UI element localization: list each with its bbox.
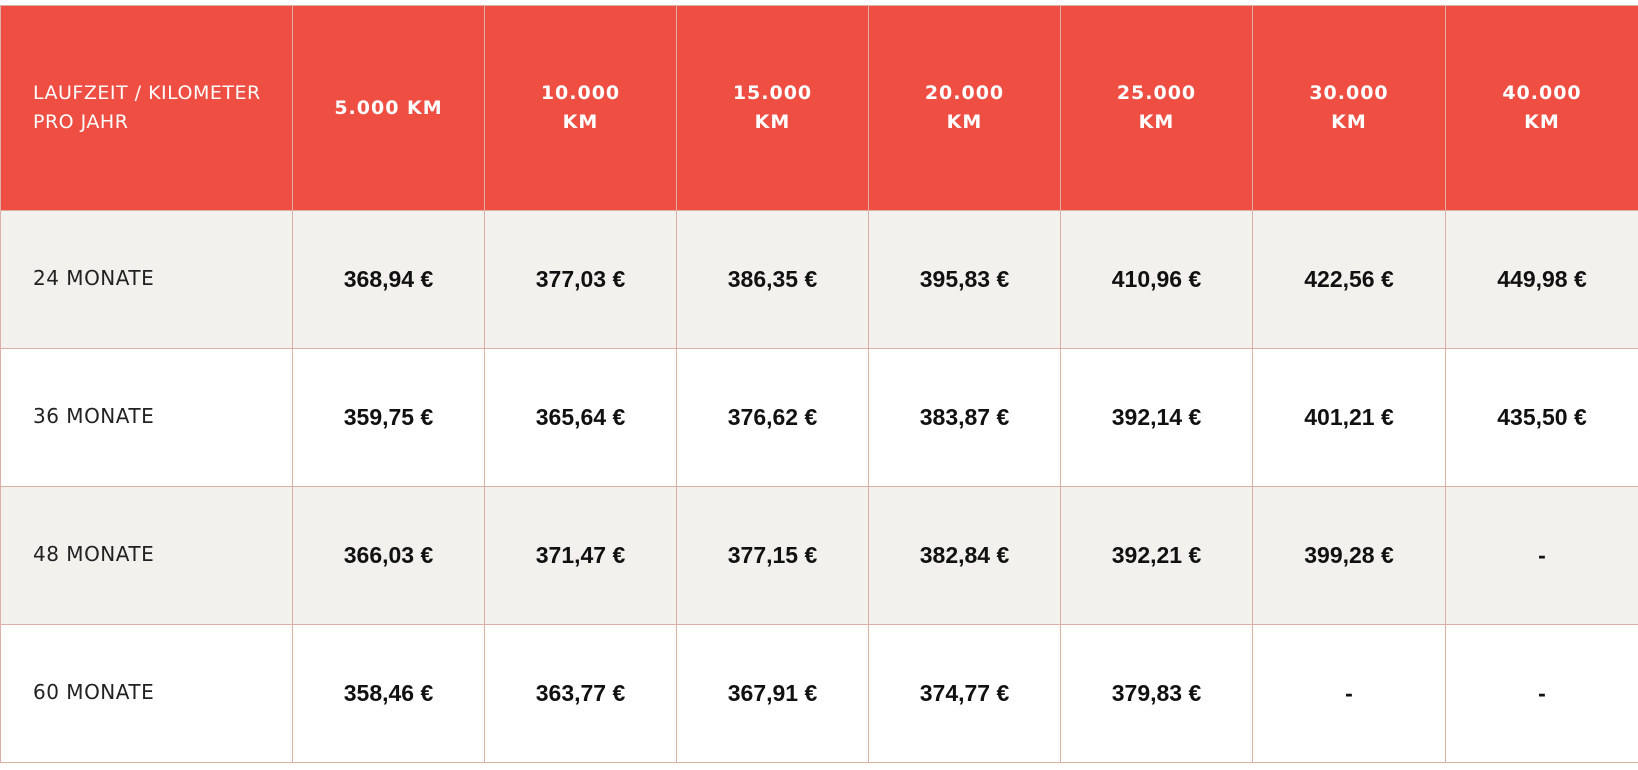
table-cell: 395,83 €: [869, 211, 1061, 349]
table-cell: 435,50 €: [1446, 349, 1638, 487]
table-cell: 366,03 €: [293, 487, 485, 625]
column-header: 5.000 KM: [293, 6, 485, 211]
table-cell: 359,75 €: [293, 349, 485, 487]
column-header: 10.000 KM: [485, 6, 677, 211]
table-cell: 392,21 €: [1061, 487, 1253, 625]
table-cell: 399,28 €: [1253, 487, 1446, 625]
corner-label: LAUFZEIT / KILOMETER PRO JAHR: [33, 82, 261, 133]
table-cell: 376,62 €: [677, 349, 869, 487]
table-cell: 358,46 €: [293, 625, 485, 763]
table-cell: 449,98 €: [1446, 211, 1638, 349]
table-row: [1, 349, 1638, 487]
column-header: 20.000 KM: [869, 6, 1061, 211]
column-header: 40.000 KM: [1446, 6, 1638, 211]
row-label: 36 MONATE: [1, 349, 293, 487]
row-label: 60 MONATE: [1, 625, 293, 763]
leasing-rate-table-wrapper: [0, 5, 1638, 763]
corner-header: [1, 6, 293, 211]
table-cell: 422,56 €: [1253, 211, 1446, 349]
table-cell: 382,84 €: [869, 487, 1061, 625]
table-cell: 371,47 €: [485, 487, 677, 625]
table-cell: 363,77 €: [485, 625, 677, 763]
column-header: 25.000 KM: [1061, 6, 1253, 211]
column-header: 15.000 KM: [677, 6, 869, 211]
table-cell: 367,91 €: [677, 625, 869, 763]
table-cell: 374,77 €: [869, 625, 1061, 763]
table-cell: 377,15 €: [677, 487, 869, 625]
table-row: [1, 625, 1638, 763]
table-row: [1, 487, 1638, 625]
table-row: [1, 211, 1638, 349]
table-cell: 379,83 €: [1061, 625, 1253, 763]
column-header: 30.000 KM: [1253, 6, 1446, 211]
table-cell: 392,14 €: [1061, 349, 1253, 487]
table-cell: 401,21 €: [1253, 349, 1446, 487]
table-cell: 377,03 €: [485, 211, 677, 349]
table-cell: -: [1446, 625, 1638, 763]
table-cell: 386,35 €: [677, 211, 869, 349]
leasing-rate-table: [0, 5, 1638, 763]
table-header-row: [1, 6, 1638, 211]
row-label: 48 MONATE: [1, 487, 293, 625]
table-cell: 383,87 €: [869, 349, 1061, 487]
table-cell: -: [1446, 487, 1638, 625]
table-cell: 368,94 €: [293, 211, 485, 349]
row-label: 24 MONATE: [1, 211, 293, 349]
table-cell: 410,96 €: [1061, 211, 1253, 349]
table-cell: 365,64 €: [485, 349, 677, 487]
table-cell: -: [1253, 625, 1446, 763]
